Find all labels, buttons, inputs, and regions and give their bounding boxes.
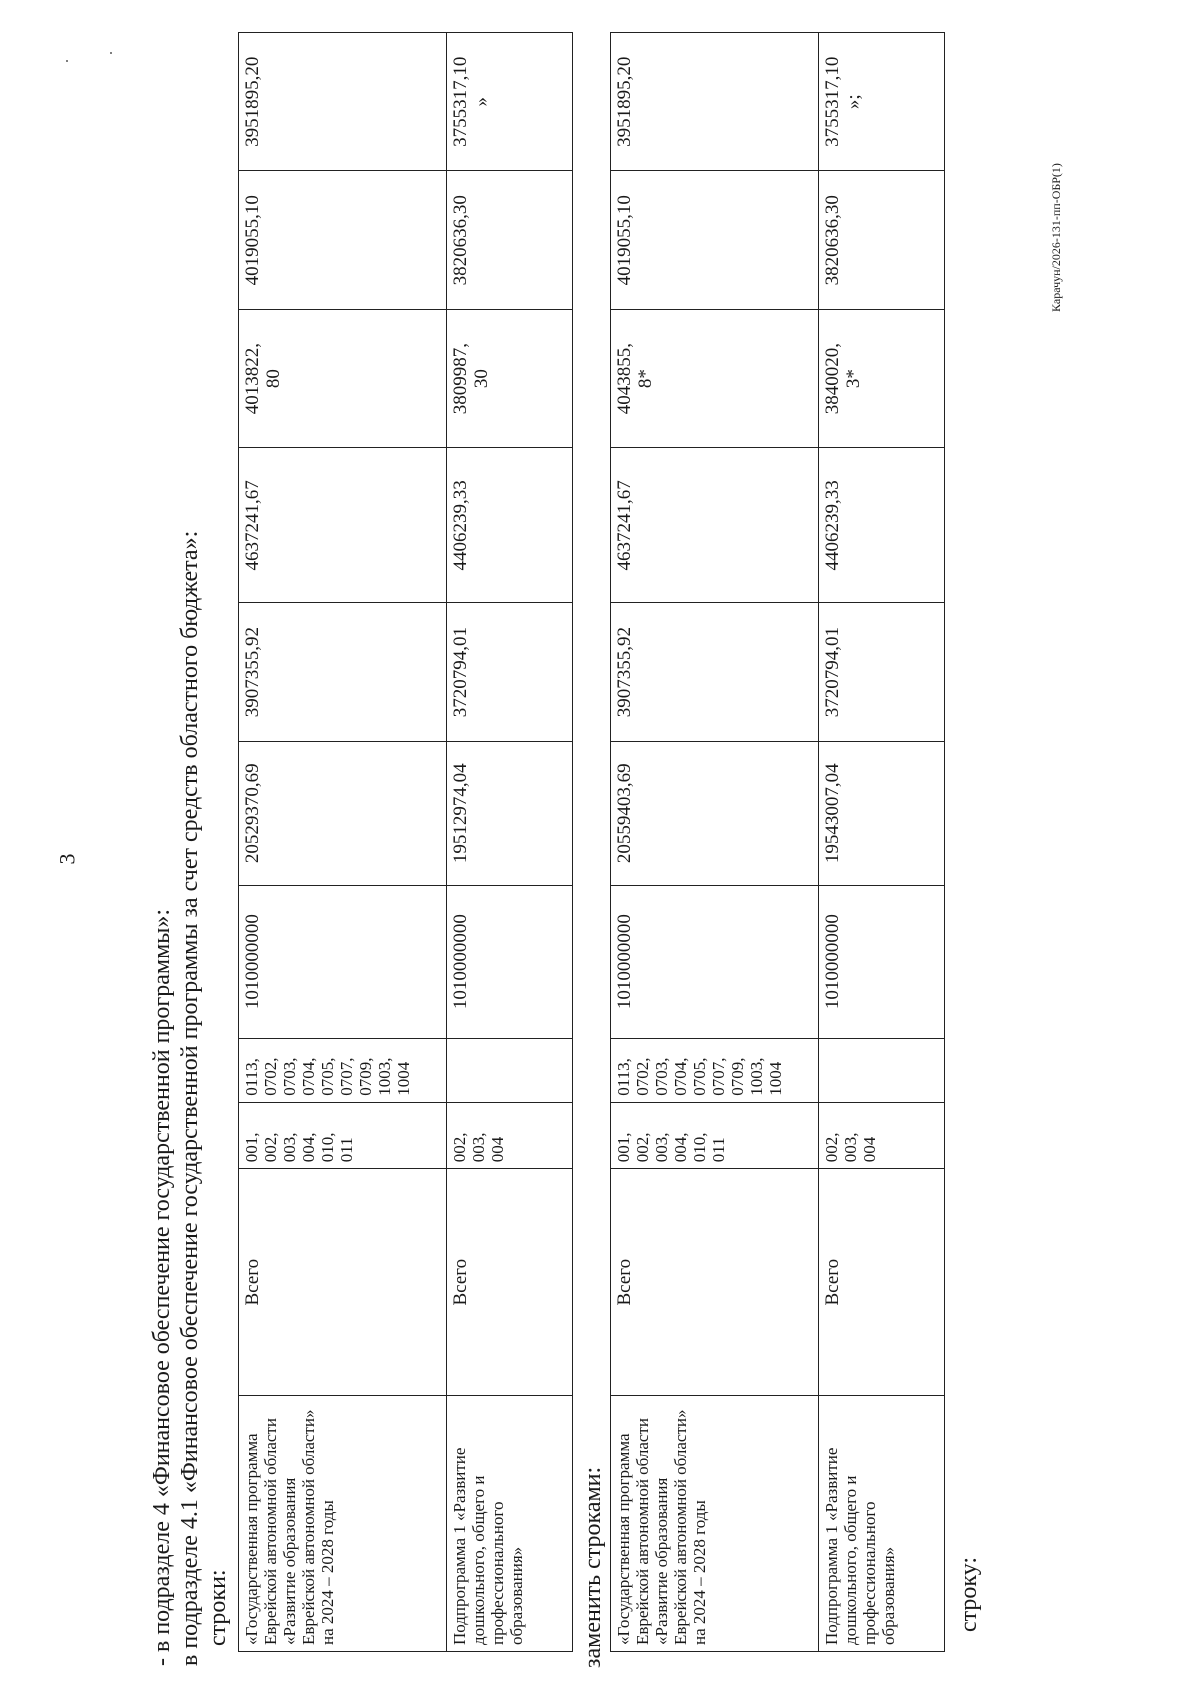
table-row (447, 33, 573, 1652)
page-number: 3 (54, 853, 80, 865)
amount-2028: 3951895,20 (239, 33, 447, 171)
amount-2025: 4637241,67 (611, 448, 819, 603)
heading-line-rows: строки: (205, 1569, 231, 1646)
total-amount: 19543007,04 (819, 741, 945, 885)
table-replacement-rows (610, 32, 945, 1652)
section-codes: 0113, 0702, 0703, 0704, 0705, 0707, 0709, 1003, 1004 (239, 1038, 447, 1102)
amount-2024: 3907355,92 (239, 603, 447, 741)
scan-speck (66, 60, 68, 62)
funding-kind: Всего (611, 1169, 819, 1396)
table-row (239, 33, 447, 1652)
table-row (611, 33, 819, 1652)
program-name: «Государственная программа Еврейской автономной области «Развитие образования Еврейской автономной области» на 2024 – 2028 годы (239, 1396, 447, 1652)
funding-kind: Всего (239, 1169, 447, 1396)
grbs-codes: 001, 002, 003, 004, 010, 011 (239, 1102, 447, 1168)
subprogram-name: Подпрограмма 1 «Развитие дошкольного, общего и профессионального образования» (447, 1396, 573, 1652)
amount-2026: 3840020, 3* (819, 309, 945, 447)
funding-kind: Всего (819, 1169, 945, 1396)
table-row (819, 33, 945, 1652)
amount-2027: 3820636,30 (447, 171, 573, 309)
total-amount: 19512974,04 (447, 741, 573, 885)
target-article: 1010000000 (239, 885, 447, 1038)
section-codes (819, 1038, 945, 1102)
amount-2026: 3809987, 30 (447, 309, 573, 447)
total-amount: 20529370,69 (239, 741, 447, 885)
rotated-document-page (148, 22, 1200, 1672)
amount-2024: 3720794,01 (819, 603, 945, 741)
amendment-heading (148, 22, 232, 1672)
target-article: 1010000000 (447, 885, 573, 1038)
target-article: 1010000000 (611, 885, 819, 1038)
section-codes (447, 1038, 573, 1102)
program-name: «Государственная программа Еврейской автономной области «Развитие образования Еврейской автономной области» на 2024 – 2028 годы (611, 1396, 819, 1652)
document-code: Карачун/2026-131-пп-ОБР(1) (1048, 163, 1063, 312)
amount-2025: 4406239,33 (447, 448, 573, 603)
amount-2025: 4637241,67 (239, 448, 447, 603)
replace-with-rows-label: заменить строками: (580, 1466, 606, 1668)
amount-2027: 4019055,10 (239, 171, 447, 309)
amount-2025: 4406239,33 (819, 448, 945, 603)
heading-line-section-4: - в подразделе 4 «Финансовое обеспечение государственной программы»: (149, 908, 175, 1666)
heading-line-section-4-1: в подразделе 4.1 «Финансовое обеспечение государственной программы за счет средств областного бюджета»: (177, 530, 203, 1666)
grbs-codes: 001, 002, 003, 004, 010, 011 (611, 1102, 819, 1168)
amount-2028: 3951895,20 (611, 33, 819, 171)
grbs-codes: 002, 003, 004 (819, 1102, 945, 1168)
funding-kind: Всего (447, 1169, 573, 1396)
amount-2027: 4019055,10 (611, 171, 819, 309)
scan-speck (110, 52, 112, 54)
grbs-codes: 002, 003, 004 (447, 1102, 573, 1168)
amount-2027: 3820636,30 (819, 171, 945, 309)
amount-2024: 3720794,01 (447, 603, 573, 741)
section-codes: 0113, 0702, 0703, 0704, 0705, 0707, 0709, 1003, 1004 (611, 1038, 819, 1102)
amount-2026: 4013822, 80 (239, 309, 447, 447)
row-label: строку: (956, 1556, 982, 1632)
target-article: 1010000000 (819, 885, 945, 1038)
amount-2024: 3907355,92 (611, 603, 819, 741)
total-amount: 20559403,69 (611, 741, 819, 885)
table-current-rows (238, 32, 573, 1652)
subprogram-name: Подпрограмма 1 «Развитие дошкольного, общего и профессионального образования» (819, 1396, 945, 1652)
amount-2026: 4043855, 8* (611, 309, 819, 447)
amount-2028: 3755317,10 »; (819, 33, 945, 171)
amount-2028: 3755317,10 » (447, 33, 573, 171)
